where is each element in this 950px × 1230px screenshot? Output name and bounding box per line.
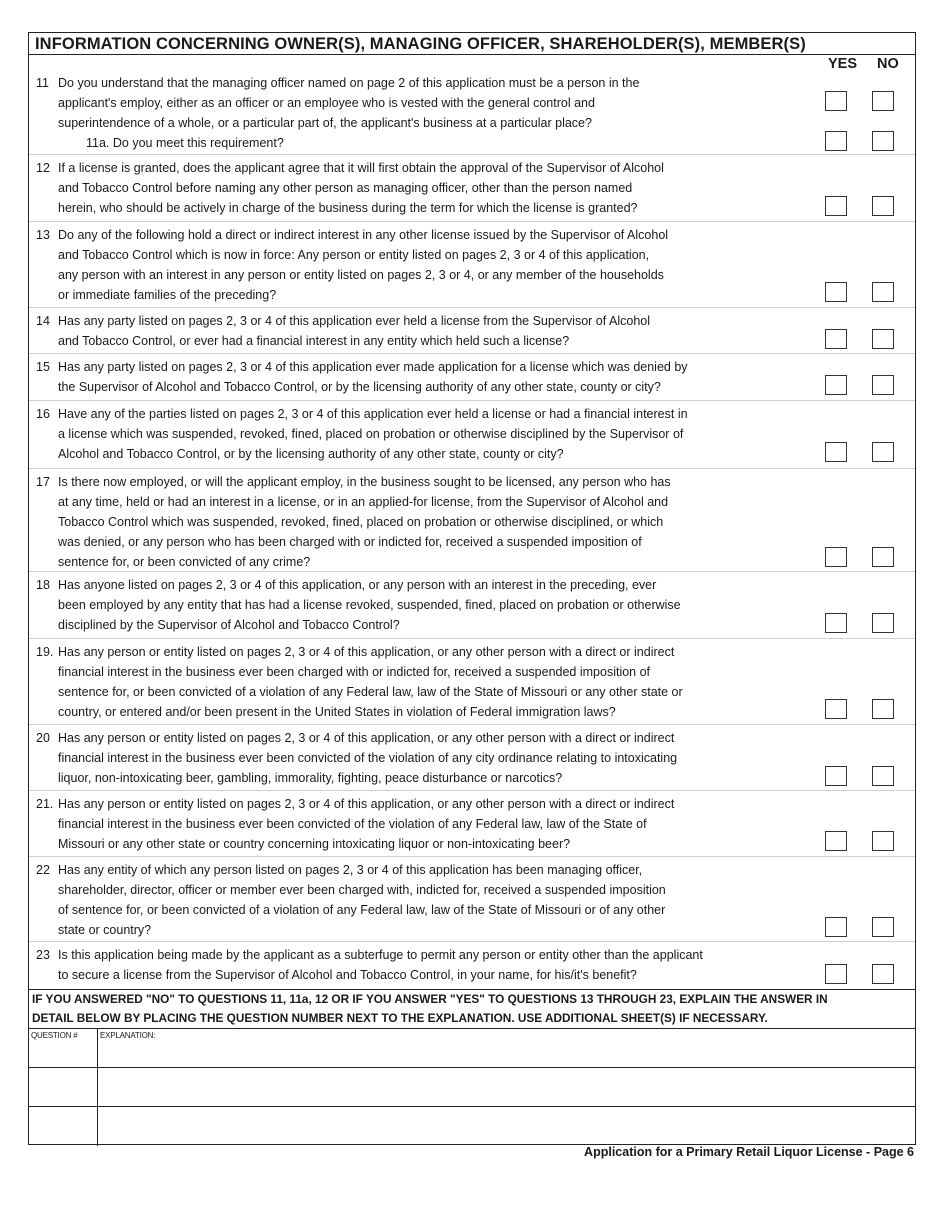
- question-number-cell: [29, 1068, 98, 1106]
- question-22-yes-checkbox[interactable]: [825, 917, 847, 937]
- question-15-yes-checkbox[interactable]: [825, 375, 847, 395]
- explanation-input[interactable]: [102, 1043, 911, 1063]
- question-line: and Tobacco Control which is now in force: Any person or entity listed on pages 2, 3 or 4 of this application,: [58, 248, 650, 262]
- question-line: If a license is granted, does the applicant agree that it will first obtain the approval of the Supervisor of Alcohol: [58, 161, 664, 175]
- explanation-row: [29, 1107, 915, 1146]
- question-divider: [29, 571, 915, 572]
- question-line: the Supervisor of Alcohol and Tobacco Control, or by the licensing authority of any other state, county or city?: [58, 380, 661, 394]
- question-divider: [29, 638, 915, 639]
- question-line: liquor, non-intoxicating beer, gambling, immorality, fighting, peace disturbance or narcotics?: [58, 771, 563, 785]
- question-text: [58, 311, 818, 351]
- question-line: Has any party listed on pages 2, 3 or 4 of this application ever held a license from the Supervisor of Alcohol: [58, 314, 650, 328]
- question-line: herein, who should be actively in charge of the business during the term for which the license is granted?: [58, 201, 638, 215]
- question-text: [58, 357, 818, 397]
- question-11a-yes-checkbox[interactable]: [825, 131, 847, 151]
- question-11-yes-checkbox[interactable]: [825, 91, 847, 111]
- question-divider: [29, 400, 915, 401]
- question-line: been employed by any entity that has had a license revoked, suspended, fined, placed on probation or otherwise: [58, 598, 681, 612]
- question-text: [58, 642, 818, 722]
- question-text: [58, 133, 846, 153]
- question-line: Do any of the following hold a direct or indirect interest in any other license issued by the Supervisor of Alcohol: [58, 228, 669, 242]
- question-divider: [29, 221, 915, 222]
- question-number: 21.: [36, 797, 54, 811]
- question-divider: [29, 856, 915, 857]
- explanation-cell: [98, 1068, 915, 1106]
- explanation-cell: [98, 1107, 915, 1146]
- question-text: [58, 728, 818, 788]
- question-17-yes-checkbox[interactable]: [825, 547, 847, 567]
- question-number-cell: [29, 1029, 98, 1067]
- question-11a-no-checkbox[interactable]: [872, 131, 894, 151]
- question-line: of sentence for, or been convicted of a violation of any Federal law, law of the State of Missouri or of any other: [58, 903, 666, 917]
- question-line: Has any person or entity listed on pages 2, 3 or 4 of this application, or any other person with a direct or indirect: [58, 731, 675, 745]
- question-12-yes-checkbox[interactable]: [825, 196, 847, 216]
- question-line: applicant's employ, either as an officer or an employee who is vested with the general control and: [58, 96, 595, 110]
- question-13-yes-checkbox[interactable]: [825, 282, 847, 302]
- instructions-line: IF YOU ANSWERED "NO" TO QUESTIONS 11, 11a, 12 OR IF YOU ANSWER "YES" TO QUESTIONS 13 THROUGH 23, EXPLAIN THE ANSWER IN: [32, 992, 828, 1006]
- question-line: disciplined by the Supervisor of Alcohol and Tobacco Control?: [58, 618, 400, 632]
- question-line: Missouri or any other state or country concerning intoxicating liquor or non-intoxicating beer?: [58, 837, 571, 851]
- question-text: [58, 158, 818, 218]
- question-line: Has any entity of which any person listed on pages 2, 3 or 4 of this application has been managing officer,: [58, 863, 643, 877]
- question-line: a license which was suspended, revoked, fined, placed on probation or otherwise disciplined by the Supervisor of: [58, 427, 684, 441]
- question-line: financial interest in the business ever been convicted of the violation of any Federal law, law of the State of: [58, 817, 647, 831]
- question-text: [58, 945, 818, 985]
- question-18-no-checkbox[interactable]: [872, 613, 894, 633]
- question-text: [58, 794, 818, 854]
- question-number: 13: [36, 228, 50, 242]
- question-line: any person with an interest in any person or entity listed on pages 2, 3 or 4, or any member of the households: [58, 268, 664, 282]
- question-text: [58, 73, 818, 133]
- question-number: 17: [36, 475, 50, 489]
- explanation-cell: [98, 1029, 915, 1067]
- question-17-no-checkbox[interactable]: [872, 547, 894, 567]
- explanation-input[interactable]: [102, 1082, 911, 1102]
- question-divider: [29, 307, 915, 308]
- question-21-no-checkbox[interactable]: [872, 831, 894, 851]
- question-line: state or country?: [58, 923, 152, 937]
- question-divider: [29, 154, 915, 155]
- question-divider: [29, 468, 915, 469]
- question-line: shareholder, director, officer or member ever been charged with, indicted for, received a suspended imposition: [58, 883, 666, 897]
- instructions-line: DETAIL BELOW BY PLACING THE QUESTION NUMBER NEXT TO THE EXPLANATION. USE ADDITIONAL SHEET(S) IF NECESSARY.: [32, 1011, 768, 1025]
- explanation-table: [29, 1029, 915, 1146]
- question-number: 20: [36, 731, 50, 745]
- question-22-no-checkbox[interactable]: [872, 917, 894, 937]
- question-number: 16: [36, 407, 50, 421]
- question-18-yes-checkbox[interactable]: [825, 613, 847, 633]
- question-text: [58, 575, 818, 635]
- explanation-label: EXPLANATION:: [100, 1031, 156, 1040]
- question-text: [58, 404, 818, 464]
- question-line: superintendence of a whole, or a particular part of, the applicant's business at a particular place?: [58, 116, 592, 130]
- question-19-yes-checkbox[interactable]: [825, 699, 847, 719]
- question-line: Is this application being made by the applicant as a subterfuge to permit any person or entity other than the applicant: [58, 948, 703, 962]
- question-divider: [29, 941, 915, 942]
- question-number-input[interactable]: [33, 1082, 93, 1102]
- question-line: or immediate families of the preceding?: [58, 288, 277, 302]
- question-number-input[interactable]: [33, 1043, 93, 1063]
- question-text: [58, 860, 818, 940]
- question-divider: [29, 790, 915, 791]
- question-19-no-checkbox[interactable]: [872, 699, 894, 719]
- explanation-row: [29, 1029, 915, 1068]
- question-number: 22: [36, 863, 50, 877]
- question-line: Tobacco Control which was suspended, revoked, fined, placed on probation or otherwise disciplined, or which: [58, 515, 664, 529]
- instructions-text: [29, 989, 915, 1029]
- question-line: was denied, or any person who has been charged with or indicted for, received a suspended imposition of: [58, 535, 642, 549]
- question-line: Has any party listed on pages 2, 3 or 4 of this application ever made application for a license which was denied by: [58, 360, 688, 374]
- question-line: Has any person or entity listed on pages 2, 3 or 4 of this application, or any other person with a direct or indirect: [58, 645, 675, 659]
- no-column-header: NO: [877, 56, 899, 72]
- explanation-row: [29, 1068, 915, 1107]
- question-line: to secure a license from the Supervisor of Alcohol and Tobacco Control, in your name, for his/it's benefit?: [58, 968, 637, 982]
- question-14-no-checkbox[interactable]: [872, 329, 894, 349]
- question-line: Is there now employed, or will the applicant employ, in the business sought to be licensed, any person who has: [58, 475, 671, 489]
- question-divider: [29, 353, 915, 354]
- question-divider: [29, 724, 915, 725]
- question-20-no-checkbox[interactable]: [872, 766, 894, 786]
- question-text: [58, 225, 818, 305]
- question-number-label: QUESTION #: [31, 1031, 78, 1040]
- section-title: INFORMATION CONCERNING OWNER(S), MANAGING OFFICER, SHAREHOLDER(S), MEMBER(S): [29, 33, 915, 55]
- question-23-yes-checkbox[interactable]: [825, 964, 847, 984]
- question-text: [58, 472, 818, 572]
- question-23-no-checkbox[interactable]: [872, 964, 894, 984]
- question-16-no-checkbox[interactable]: [872, 442, 894, 462]
- question-line: at any time, held or had an interest in a license, or in an applied-for license, from the Supervisor of Alcohol and: [58, 495, 669, 509]
- question-15-no-checkbox[interactable]: [872, 375, 894, 395]
- question-number: 15: [36, 360, 50, 374]
- question-line: Has anyone listed on pages 2, 3 or 4 of this application, or any person with an interest in the preceding, ever: [58, 578, 657, 592]
- question-21-yes-checkbox[interactable]: [825, 831, 847, 851]
- question-13-no-checkbox[interactable]: [872, 282, 894, 302]
- question-number: 19.: [36, 645, 54, 659]
- question-line: sentence for, or been convicted of a violation of any Federal law, law of the State of Missouri or any other state or: [58, 685, 683, 699]
- question-line: Has any person or entity listed on pages 2, 3 or 4 of this application, or any other person with a direct or indirect: [58, 797, 675, 811]
- question-number: 12: [36, 161, 50, 175]
- question-number: 14: [36, 314, 50, 328]
- question-14-yes-checkbox[interactable]: [825, 329, 847, 349]
- question-20-yes-checkbox[interactable]: [825, 766, 847, 786]
- owner-info-form: [28, 32, 916, 1145]
- question-number-cell: [29, 1107, 98, 1146]
- question-line: 11a. Do you meet this requirement?: [86, 136, 284, 150]
- question-number: 23: [36, 948, 50, 962]
- question-line: country, or entered and/or been present in the United States in violation of Federal immigration laws?: [58, 705, 616, 719]
- question-12-no-checkbox[interactable]: [872, 196, 894, 216]
- question-line: Do you understand that the managing officer named on page 2 of this application must be a person in the: [58, 76, 640, 90]
- question-line: sentence for, or been convicted of any crime?: [58, 555, 311, 569]
- question-line: financial interest in the business ever been convicted of the violation of any city ordinance relating to intoxicating: [58, 751, 678, 765]
- yes-column-header: YES: [828, 56, 858, 72]
- question-number: 11: [36, 76, 49, 90]
- page-footer: Application for a Primary Retail Liquor License - Page 6: [584, 1145, 914, 1159]
- question-number-input[interactable]: [33, 1122, 93, 1142]
- question-line: Alcohol and Tobacco Control, or by the licensing authority of any other state, county or city?: [58, 447, 564, 461]
- question-11-no-checkbox[interactable]: [872, 91, 894, 111]
- question-line: and Tobacco Control, or ever had a financial interest in any entity which held such a license?: [58, 334, 570, 348]
- question-line: Have any of the parties listed on pages 2, 3 or 4 of this application ever held a license or had a financial interest in: [58, 407, 688, 421]
- question-number: 18: [36, 578, 50, 592]
- explanation-input[interactable]: [102, 1122, 911, 1142]
- question-line: and Tobacco Control before naming any other person as managing officer, other than the person named: [58, 181, 633, 195]
- question-16-yes-checkbox[interactable]: [825, 442, 847, 462]
- question-line: financial interest in the business ever been charged with or indicted for, received a suspended imposition of: [58, 665, 651, 679]
